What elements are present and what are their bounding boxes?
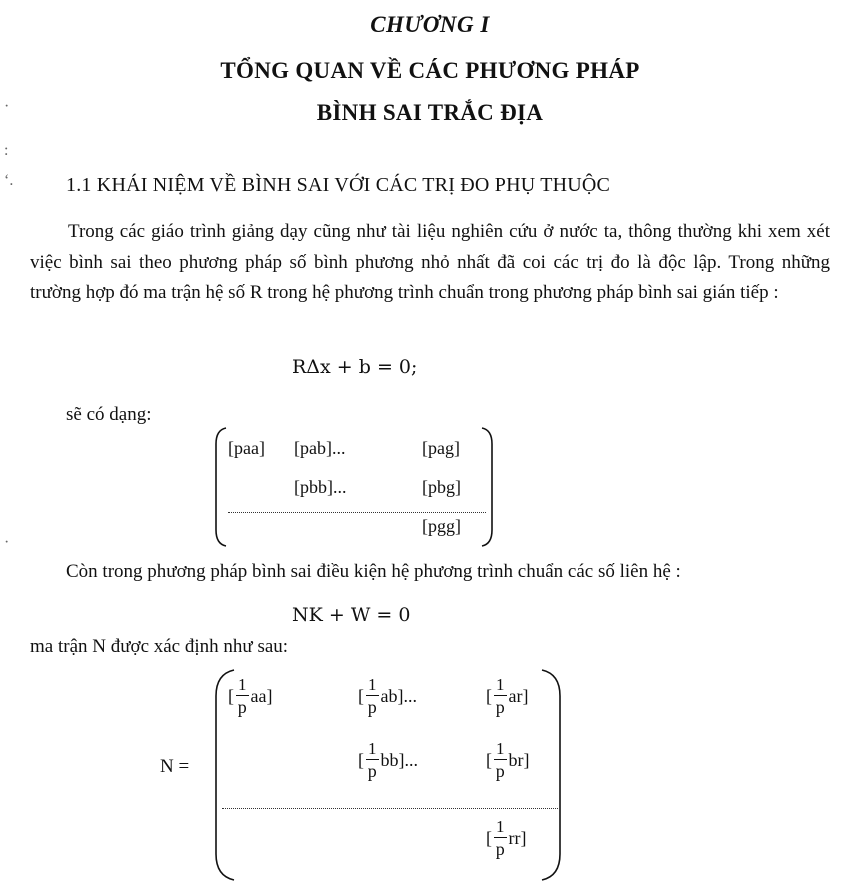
matrix-r-cell: [pbg]	[422, 477, 461, 497]
cell-term: ar]	[508, 685, 529, 706]
fraction-denominator: p	[495, 839, 505, 859]
cell-term: aa]	[250, 685, 273, 706]
bracket-open: [	[358, 685, 364, 706]
text-se-co-dang: sẽ có dạng:	[66, 404, 152, 425]
equation-indirect: RΔx + b = 0;	[292, 356, 418, 378]
bracket-open: [	[228, 685, 234, 706]
matrix-r-cell: [pag]	[422, 438, 460, 458]
matrix-n-cell	[486, 676, 528, 716]
bracket-open: [	[486, 827, 492, 848]
bracket-open: [	[358, 749, 364, 770]
cell-term: bb]...	[380, 749, 418, 770]
fraction	[494, 740, 507, 780]
matrix-n-cell	[358, 676, 417, 716]
matrix-n	[210, 666, 570, 884]
fraction	[494, 676, 507, 716]
bracket-open: [	[486, 749, 492, 770]
matrix-n-cell	[486, 818, 526, 858]
matrix-r-dotted-line	[228, 512, 486, 513]
equation-condition: NK + W = 0	[292, 604, 411, 626]
matrix-n-dotted-line	[222, 808, 558, 809]
fraction	[366, 740, 379, 780]
cell-term: ab]...	[380, 685, 417, 706]
matrix-r-cell: [paa]	[228, 438, 265, 458]
scan-mark: ·	[4, 98, 10, 115]
fraction-denominator: p	[367, 761, 377, 781]
chapter-title-line2: BÌNH SAI TRẮC ĐỊA	[316, 100, 544, 125]
fraction-denominator: p	[495, 697, 505, 717]
fraction	[494, 818, 507, 858]
matrix-r-cell: [pab]...	[294, 438, 346, 458]
matrix-n-cell	[228, 676, 272, 716]
fraction	[236, 676, 249, 716]
scan-mark: ·	[4, 534, 10, 551]
fraction-numerator: 1	[496, 739, 505, 758]
scan-mark: :	[4, 142, 9, 159]
fraction-denominator: p	[367, 697, 377, 717]
cell-term: br]	[508, 749, 530, 770]
matrix-n-label: N =	[160, 756, 190, 777]
scan-mark: ʻ.	[4, 172, 14, 189]
text-ma-tran-n: ma trận N được xác định như sau:	[30, 636, 289, 657]
paragraph-condition: Còn trong phương pháp bình sai điều kiện hệ phương trình chuẩn các số liên hệ :	[66, 561, 681, 582]
fraction-denominator: p	[495, 761, 505, 781]
cell-term: rr]	[508, 827, 527, 848]
fraction-numerator: 1	[238, 675, 247, 694]
fraction-numerator: 1	[368, 739, 377, 758]
matrix-r	[212, 424, 498, 550]
chapter-title-line1: TỔNG QUAN VỀ CÁC PHƯƠNG PHÁP	[220, 58, 640, 83]
matrix-n-cell	[486, 740, 530, 780]
chapter-heading: CHƯƠNG I	[370, 12, 490, 37]
fraction-denominator: p	[237, 697, 247, 717]
matrix-r-cell: [pgg]	[422, 516, 461, 536]
fraction-numerator: 1	[496, 817, 505, 836]
matrix-r-cell: [pbb]...	[294, 477, 347, 497]
bracket-open: [	[486, 685, 492, 706]
section-title: 1.1 KHÁI NIỆM VỀ BÌNH SAI VỚI CÁC TRỊ ĐO PHỤ THUỘC	[66, 174, 611, 196]
matrix-n-cell	[358, 740, 418, 780]
fraction	[366, 676, 379, 716]
fraction-numerator: 1	[368, 675, 377, 694]
paragraph-intro: Trong các giáo trình giảng dạy cũng như tài liệu nghiên cứu ở nước ta, thông thường khi xem xét việc bình sai theo phương pháp số bình phương nhỏ nhất đã coi các trị đo là độc lập. Trong những trường hợp đó ma trận hệ số R trong hệ phương trình chuẩn trong phương pháp bình sai gián tiếp :	[30, 221, 830, 304]
fraction-numerator: 1	[496, 675, 505, 694]
